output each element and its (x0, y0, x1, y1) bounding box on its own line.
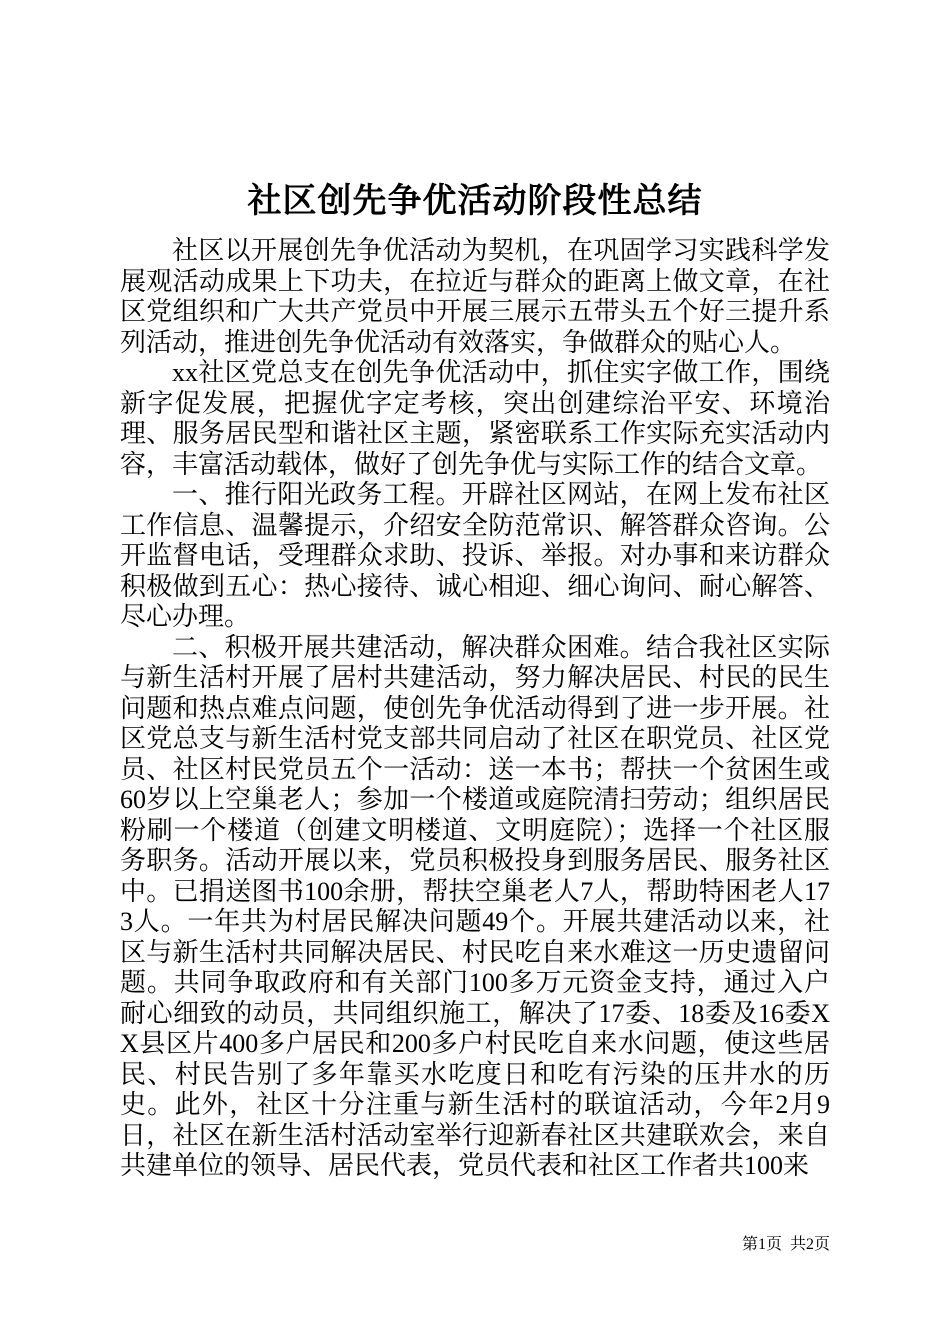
page-total: 共2页 (789, 1236, 830, 1253)
document-title: 社区创先争优活动阶段性总结 (247, 183, 703, 220)
paragraph-overview: xx社区党总支在创先争优活动中，抓住实字做工作，围绕新字促发展，把握优字定考核，突出创建综治平安、环境治理、服务居民型和谐社区主题，紧密联系工作实际充实活动内容，丰富活动载体，做好了创先争优与实际工作的结合文章。 (120, 358, 830, 479)
paragraph-section-2: 二、积极开展共建活动，解决群众困难。结合我社区实际与新生活村开展了居村共建活动，努力解决居民、村民的民生问题和热点难点问题，使创先争优活动得到了进一步开展。社区党总支与新生活村党支部共同启动了社区在职党员、社区党员、社区村民党员五个一活动：送一本书；帮扶一个贫困生或60岁以上空巢老人；参加一个楼道或庭院清扫劳动；组织居民粉刷一个楼道（创建文明楼道、文明庭院）；选择一个社区服务职务。活动开展以来，党员积极投身到服务居民、服务社区中。已捐送图书100余册，帮扶空巢老人7人，帮助特困老人173人。一年共为村居民解决问题49个。开展共建活动以来，社区与新生活村共同解决居民、村民吃自来水难这一历史遗留问题。共同争取政府和有关部门100多万元资金支持，通过入户耐心细致的动员，共同组织施工，解决了17委、18委及16委XX县区片400多户居民和200多户村民吃自来水问题，使这些居民、村民告别了多年靠买水吃度日和吃有污染的压井水的历史。此外，社区十分注重与新生活村的联谊活动，今年2月9日，社区在新生活村活动室举行迎新春社区共建联欢会，来自共建单位的领导、居民代表，党员代表和社区工作者共100来 (120, 632, 830, 1180)
paragraph-section-1: 一、推行阳光政务工程。开辟社区网站，在网上发布社区工作信息、温馨提示，介绍安全防范常识、解答群众咨询。公开监督电话，受理群众求助、投诉、举报。对办事和来访群众积极做到五心：热心接待、诚心相迎、细心询问、耐心解答、尽心办理。 (120, 480, 830, 631)
page-number: 第1页 (741, 1236, 782, 1253)
page-footer (742, 1231, 830, 1254)
paragraph-intro: 社区以开展创先争优活动为契机，在巩固学习实践科学发展观活动成果上下功夫，在拉近与群众的距离上做文章，在社区党组织和广大共产党员中开展三展示五带头五个好三提升系列活动，推进创先争优活动有效落实，争做群众的贴心人。 (120, 236, 830, 357)
document-body (120, 236, 830, 1182)
